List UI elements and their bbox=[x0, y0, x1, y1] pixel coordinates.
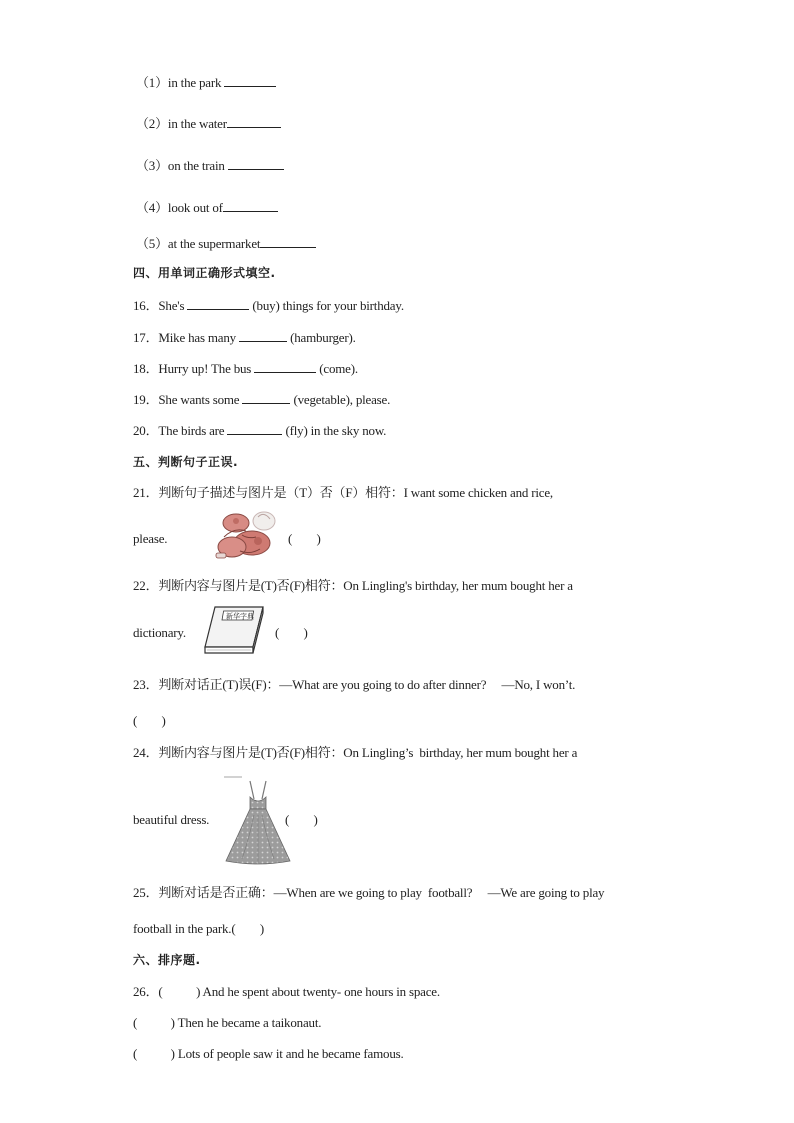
question-24-line-1: 24．判断内容与图片是(T)否(F)相符：On Lingling’s birthday, her mum bought her a bbox=[133, 745, 578, 760]
answer-blank[interactable] bbox=[227, 422, 282, 435]
question-26-line-3: ( ) Lots of people saw it and he became famous. bbox=[133, 1046, 404, 1061]
section-6-title: 六、排序题. bbox=[133, 953, 201, 967]
dictionary-cover-text: 新华字典 bbox=[226, 612, 254, 621]
question-21-line-2: please. bbox=[133, 531, 168, 546]
question-18: 18．Hurry up! The bus (come). bbox=[133, 361, 358, 376]
question-16: 16．She's (buy) things for your birthday. bbox=[133, 298, 404, 313]
answer-blank[interactable] bbox=[224, 74, 276, 87]
match-item-5: （5）at the supermarket bbox=[136, 235, 316, 252]
answer-blank[interactable] bbox=[242, 391, 290, 404]
answer-blank[interactable] bbox=[227, 115, 281, 128]
answer-blank[interactable] bbox=[260, 235, 316, 248]
question-20: 20．The birds are (fly) in the sky now. bbox=[133, 423, 387, 438]
answer-parentheses[interactable]: ( ) bbox=[275, 625, 308, 640]
question-25-line-2: football in the park.( ) bbox=[133, 921, 264, 936]
chicken-image bbox=[212, 507, 278, 565]
question-26-line-2: ( ) Then he became a taikonaut. bbox=[133, 1015, 322, 1030]
answer-blank[interactable] bbox=[239, 329, 287, 342]
answer-blank[interactable] bbox=[187, 297, 249, 310]
section-4-title: 四、用单词正确形式填空. bbox=[133, 266, 276, 280]
question-22-line-2: dictionary. bbox=[133, 625, 186, 640]
answer-blank[interactable] bbox=[228, 157, 284, 170]
answer-parentheses[interactable]: ( ) bbox=[133, 713, 166, 728]
answer-parentheses[interactable]: ( ) bbox=[285, 812, 318, 827]
match-item-1: （1）in the park bbox=[136, 74, 276, 91]
match-item-2: （2）in the water bbox=[136, 115, 281, 132]
answer-parentheses[interactable]: ( ) bbox=[231, 921, 264, 936]
answer-parentheses[interactable]: ( ) bbox=[288, 531, 321, 546]
dictionary-image bbox=[199, 603, 267, 657]
question-24-line-2: beautiful dress. bbox=[133, 812, 210, 827]
question-19: 19．She wants some (vegetable), please. bbox=[133, 392, 391, 407]
question-25-line-1: 25．判断对话是否正确：—When are we going to play football? —We are going to play bbox=[133, 885, 605, 900]
answer-blank[interactable] bbox=[223, 199, 278, 212]
question-22-line-1: 22．判断内容与图片是(T)否(F)相符：On Lingling's birthday, her mum bought her a bbox=[133, 578, 573, 593]
section-5-title: 五、判断句子正误. bbox=[133, 455, 239, 469]
question-21-line-1: 21．判断句子描述与图片是（T）否（F）相符：I want some chicken and rice, bbox=[133, 485, 553, 500]
question-26-line-1: 26．( ) And he spent about twenty- one hours in space. bbox=[133, 984, 440, 999]
match-item-3: （3）on the train bbox=[136, 157, 284, 174]
answer-blank[interactable] bbox=[254, 360, 316, 373]
question-23-line-1: 23．判断对话正(T)误(F)：—What are you going to do after dinner? —No, I won’t. bbox=[133, 677, 576, 692]
match-item-4: （4）look out of bbox=[136, 199, 278, 216]
question-17: 17．Mike has many (hamburger). bbox=[133, 330, 356, 345]
